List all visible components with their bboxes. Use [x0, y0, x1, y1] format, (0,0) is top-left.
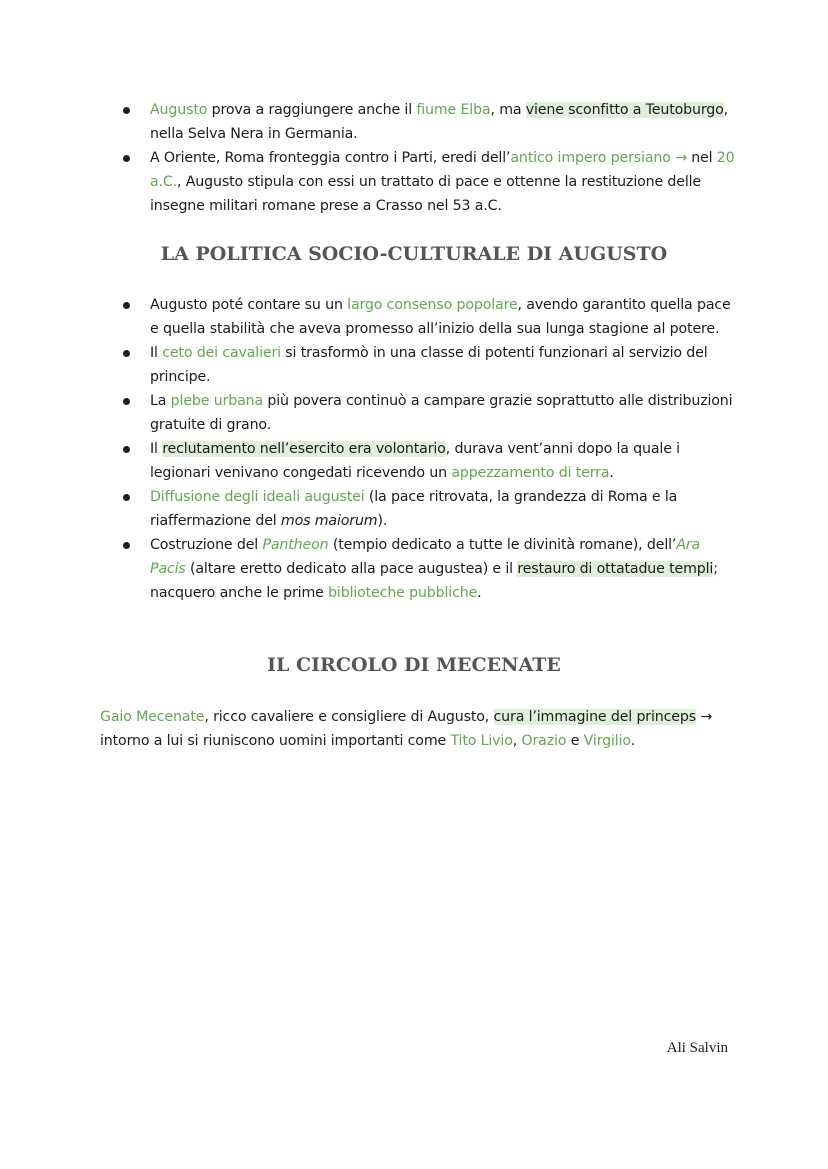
text-run: , nella Selva Nera in Germania.: [150, 102, 729, 142]
text-run: → intorno a lui si riuniscono uomini importanti come: [100, 709, 713, 749]
highlight-term: largo consenso popolare: [347, 297, 518, 313]
list-item: [150, 293, 740, 341]
highlight-term: Orazio: [521, 733, 567, 749]
text-run: Il: [150, 441, 163, 457]
highlight-term: Augusto: [150, 102, 208, 118]
highlight-term: antico impero persiano →: [510, 150, 687, 166]
highlight-term: fiume Elba: [416, 102, 491, 118]
section-title: LA POLITICA SOCIO-CULTURALE DI AUGUSTO: [160, 243, 668, 265]
list-item: [150, 485, 740, 533]
list-item: [150, 437, 740, 485]
highlighted-phrase: reclutamento nell’esercito era volontario: [162, 441, 446, 457]
text-run: (altare eretto dedicato alla pace augustea) e il: [185, 561, 518, 577]
text-run: (tempio dedicato a tutte le divinità romane), dell’: [328, 537, 677, 553]
text-run: Il: [150, 345, 163, 361]
section1-list: [150, 98, 740, 218]
highlight-term: Pantheon: [262, 537, 329, 553]
section2-list: [150, 293, 740, 605]
text-run: .: [609, 465, 614, 481]
list-item: [150, 98, 740, 146]
highlighted-phrase: cura l’immagine del princeps: [493, 709, 696, 725]
highlight-term: ceto dei cavalieri: [162, 345, 281, 361]
text-run: , Augusto stipula con essi un trattato di pace e ottenne la restituzione delle insegne militari romane prese a Crasso nel 53 a.C.: [150, 174, 702, 214]
mecenate-paragraph: [100, 705, 740, 753]
highlighted-phrase: restauro di ottatadue templi: [517, 561, 714, 577]
highlight-term: Gaio Mecenate: [100, 709, 205, 725]
section-title: IL CIRCOLO DI MECENATE: [267, 654, 561, 676]
text-run: e: [566, 733, 584, 749]
text-run: si trasformò in una classe di potenti funzionari al servizio del principe.: [150, 345, 708, 385]
text-run: A Oriente, Roma fronteggia contro i Parti, eredi dell’: [150, 150, 511, 166]
text-run: Costruzione del: [150, 537, 263, 553]
highlight-term: plebe urbana: [170, 393, 264, 409]
highlight-term: biblioteche pubbliche: [328, 585, 478, 601]
text-run: La: [150, 393, 171, 409]
text-run: , ma: [490, 102, 526, 118]
highlight-term: Virgilio: [583, 733, 631, 749]
text-run: .: [477, 585, 482, 601]
text-run: , ricco cavaliere e consigliere di Augusto,: [204, 709, 494, 725]
text-run: , durava vent’anni dopo la quale i legionari venivano congedati ricevendo un: [150, 441, 680, 481]
list-item: [150, 389, 740, 437]
text-run: , avendo garantito quella pace e quella stabilità che aveva promesso all’inizio della sua lunga stagione al potere.: [150, 297, 731, 337]
text-run: (la pace ritrovata, la grandezza di Roma e la riaffermazione del: [150, 489, 678, 529]
text-run: prova a raggiungere anche il: [207, 102, 417, 118]
text-run: Augusto poté contare su un: [150, 297, 348, 313]
highlight-term: Diffusione degli ideali augustei: [150, 489, 365, 505]
italic-term: mos maiorum: [280, 513, 378, 529]
author-signature: Ali Salvin: [666, 1040, 728, 1056]
highlight-term: 20 a.C.: [150, 150, 735, 190]
list-item: [150, 533, 740, 605]
text-run: più povera continuò a campare grazie soprattutto alle distribuzioni gratuite di grano.: [150, 393, 733, 433]
list-item: [150, 146, 740, 218]
highlight-term: appezzamento di terra: [451, 465, 610, 481]
text-run: ,: [512, 733, 522, 749]
highlighted-phrase: viene sconfitto a Teutoburgo: [525, 102, 724, 118]
text-run: ; nacquero anche le prime: [150, 561, 718, 601]
highlight-term: Ara Pacis: [150, 537, 701, 577]
highlight-term: Tito Livio: [450, 733, 513, 749]
text-run: ).: [377, 513, 388, 529]
list-item: [150, 341, 740, 389]
text-run: .: [630, 733, 636, 749]
text-run: nel: [686, 150, 717, 166]
